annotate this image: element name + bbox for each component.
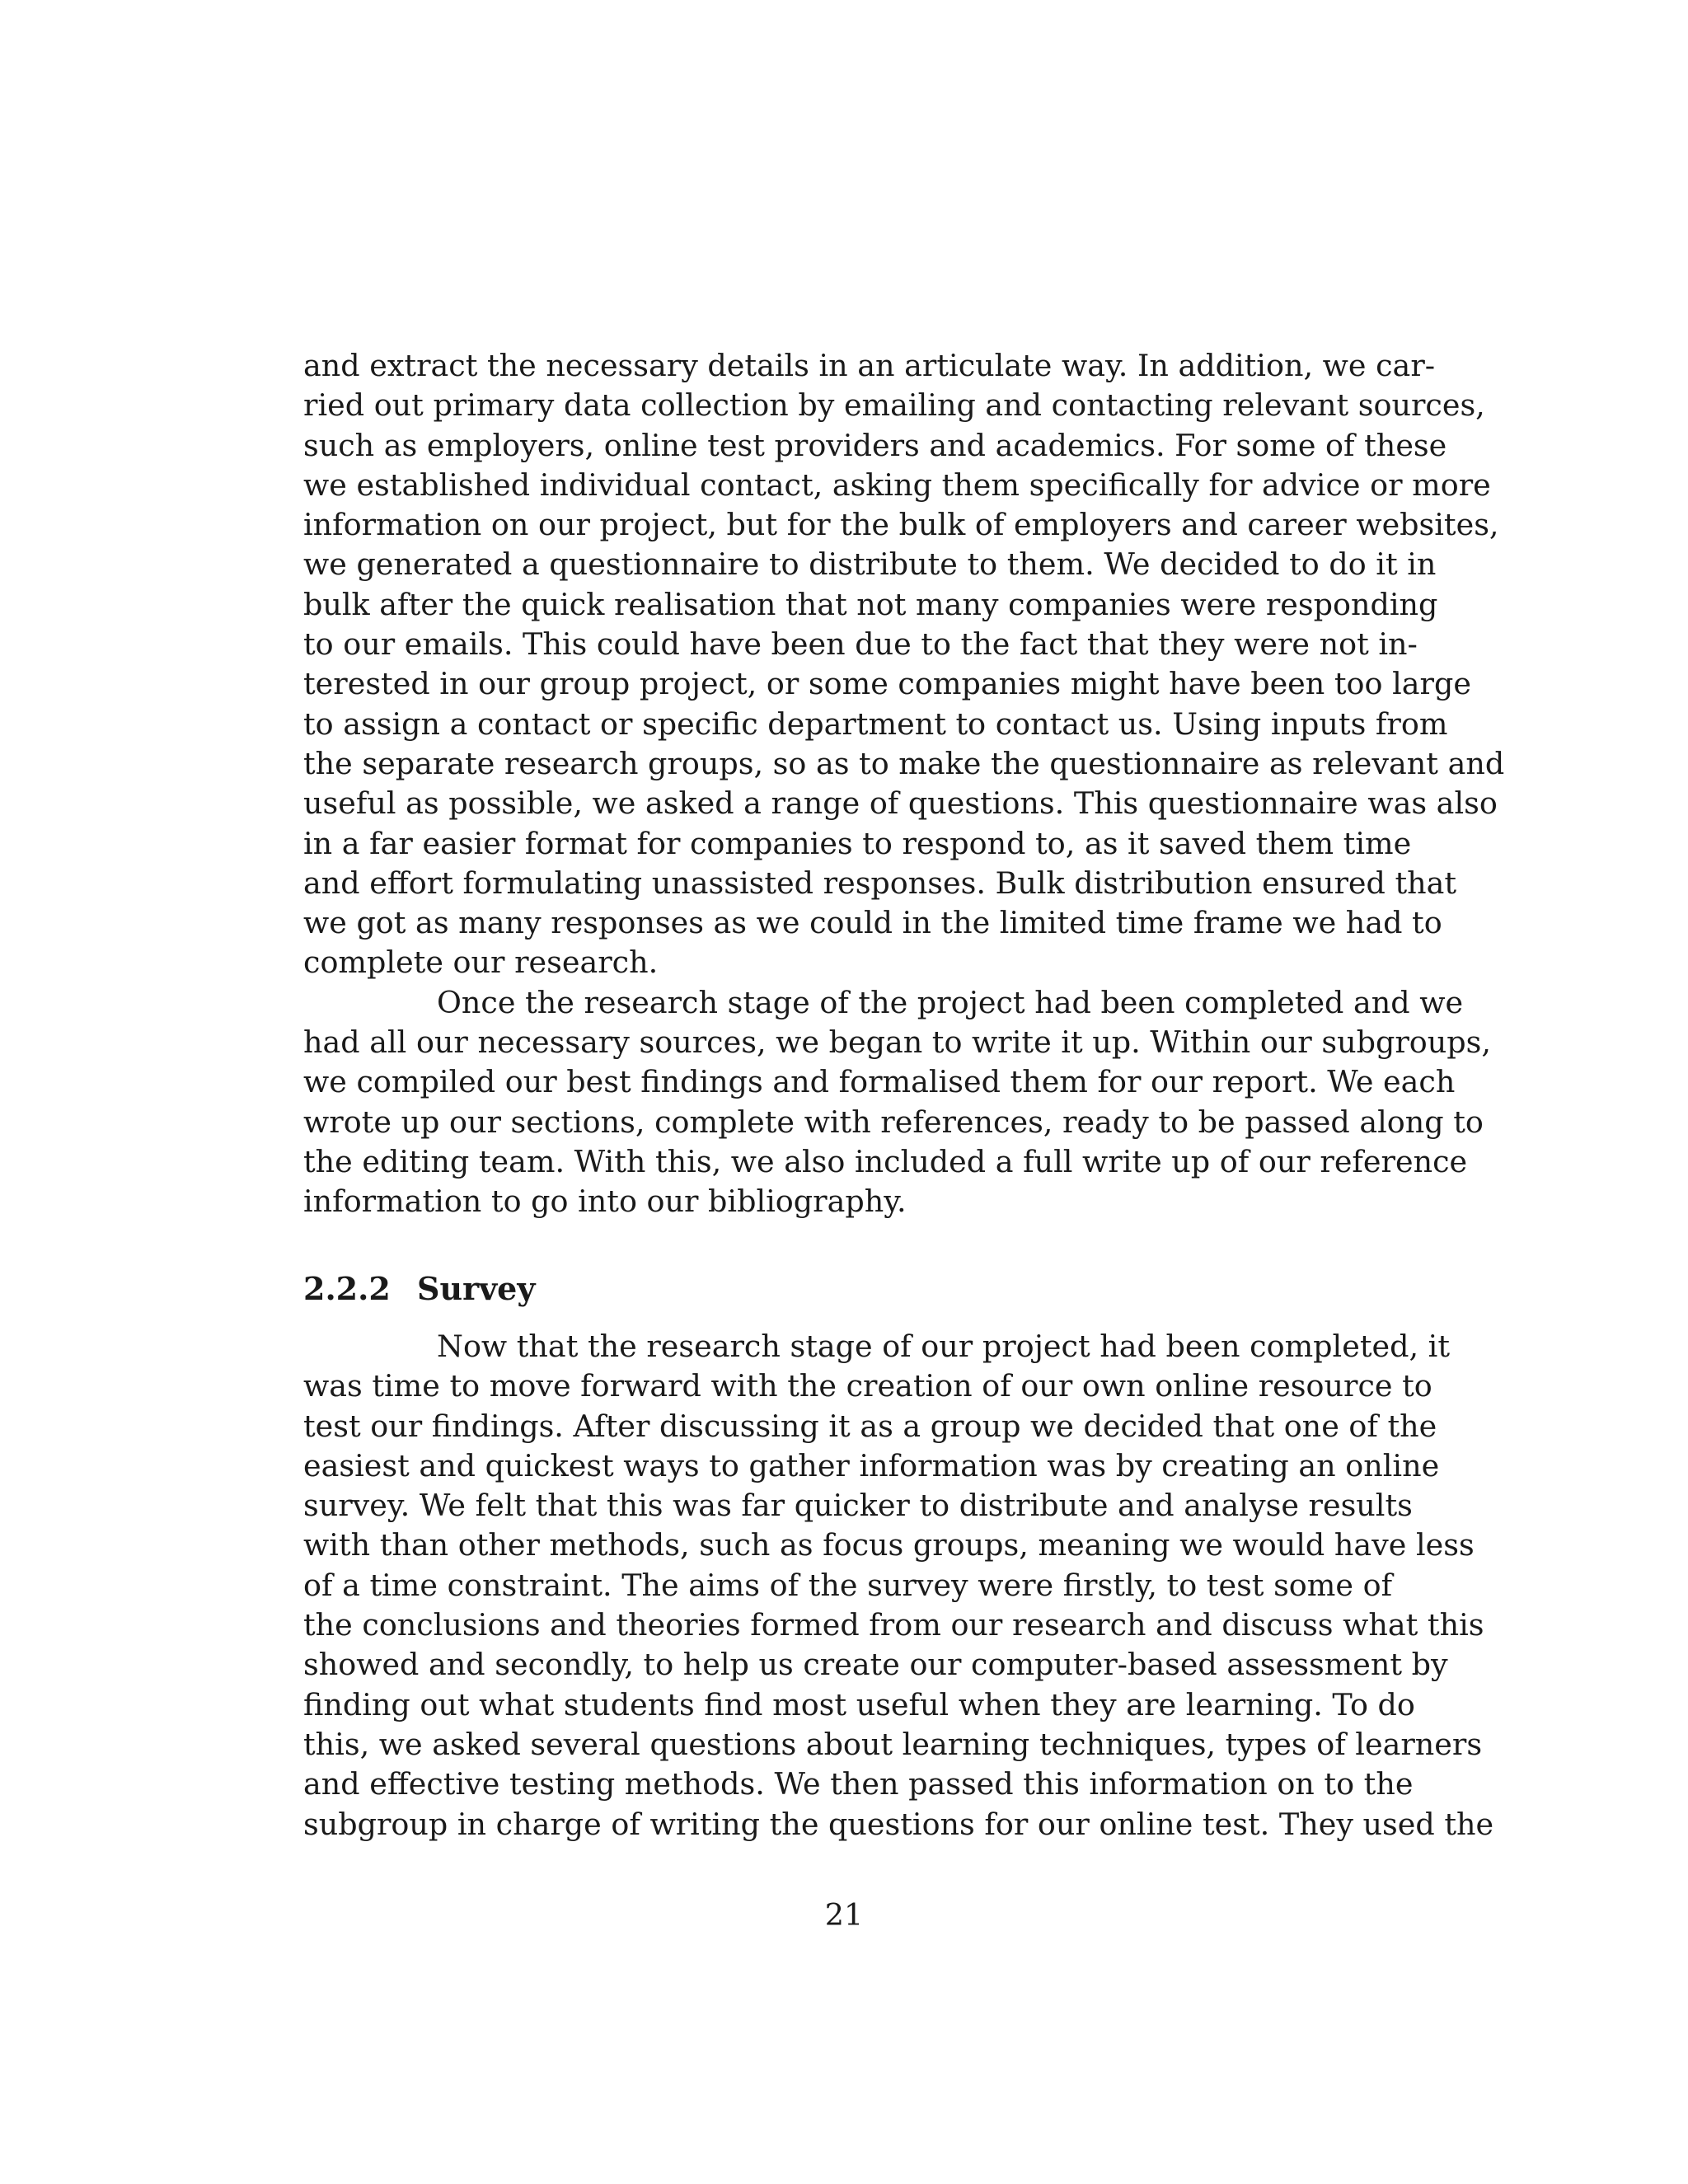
text-line: test our findings. After discussing it as a group we decided that one of the (303, 1408, 1437, 1444)
text-line: we established individual contact, asking them specifically for advice or more (303, 466, 1491, 503)
text-line: to our emails. This could have been due to the fact that they were not in- (303, 626, 1418, 663)
section-number: 2.2.2 (303, 1270, 391, 1307)
text-line: to assign a contact or specific department to contact us. Using inputs from (303, 705, 1448, 742)
text-line: we got as many responses as we could in the limited time frame we had to (303, 905, 1442, 941)
section-heading (303, 1269, 535, 1309)
text-line: complete our research. (303, 944, 659, 981)
text-line: wrote up our sections, complete with references, ready to be passed along to (303, 1104, 1484, 1140)
text-line: easiest and quickest ways to gather information was by creating an online (303, 1447, 1440, 1483)
body-text-bottom (303, 1327, 1494, 1844)
text-line: in a far easier format for companies to respond to, as it saved them time (303, 825, 1412, 861)
text-line: Now that the research stage of our project had been completed, it (437, 1329, 1451, 1364)
text-line: information to go into our bibliography. (303, 1183, 907, 1220)
section-title: Survey (417, 1270, 536, 1307)
text-line: of a time constraint. The aims of the survey were firstly, to test some of (303, 1567, 1393, 1603)
text-line: the conclusions and theories formed from our research and discuss what this (303, 1607, 1484, 1643)
page-number: 21 (824, 1897, 864, 1933)
text-line: and effective testing methods. We then passed this information on to the (303, 1766, 1414, 1802)
text-line: we compiled our best findings and formalised them for our report. We each (303, 1064, 1456, 1100)
text-line: had all our necessary sources, we began to write it up. Within our subgroups, (303, 1024, 1491, 1061)
paragraph (303, 1327, 1494, 1844)
text-line: subgroup in charge of writing the questions for our online test. They used the (303, 1806, 1494, 1842)
text-line: ried out primary data collection by emailing and contacting relevant sources, (303, 387, 1485, 424)
text-line: useful as possible, we asked a range of questions. This questionnaire was also (303, 785, 1498, 822)
text-line: the editing team. With this, we also included a full write up of our reference (303, 1143, 1468, 1179)
paragraph (303, 346, 1505, 983)
text-line: we generated a questionnaire to distribute to them. We decided to do it in (303, 546, 1437, 583)
text-line: such as employers, online test providers and academics. For some of these (303, 427, 1447, 463)
text-line: finding out what students find most useful when they are learning. To do (303, 1686, 1415, 1722)
text-line: this, we asked several questions about learning techniques, types of learners (303, 1726, 1483, 1762)
text-line: and effort formulating unassisted responses. Bulk distribution ensured that (303, 865, 1457, 901)
text-line: survey. We felt that this was far quicker to distribute and analyse results (303, 1488, 1413, 1524)
text-line: information on our project, but for the bulk of employers and career websites, (303, 507, 1499, 543)
paragraph (303, 983, 1491, 1222)
text-line: showed and secondly, to help us create our computer-based assessment by (303, 1647, 1448, 1683)
text-line: and extract the necessary details in an articulate way. In addition, we car- (303, 348, 1436, 383)
text-line: bulk after the quick realisation that not many companies were responding (303, 586, 1438, 622)
body-text-top (303, 346, 1505, 1222)
text-line: was time to move forward with the creation of our own online resource to (303, 1368, 1432, 1404)
text-line: with than other methods, such as focus groups, meaning we would have less (303, 1527, 1475, 1563)
text-line: Once the research stage of the project had been completed and we (437, 984, 1464, 1020)
text-line: terested in our group project, or some companies might have been too large (303, 666, 1471, 702)
text-line: the separate research groups, so as to make the questionnaire as relevant and (303, 745, 1505, 781)
